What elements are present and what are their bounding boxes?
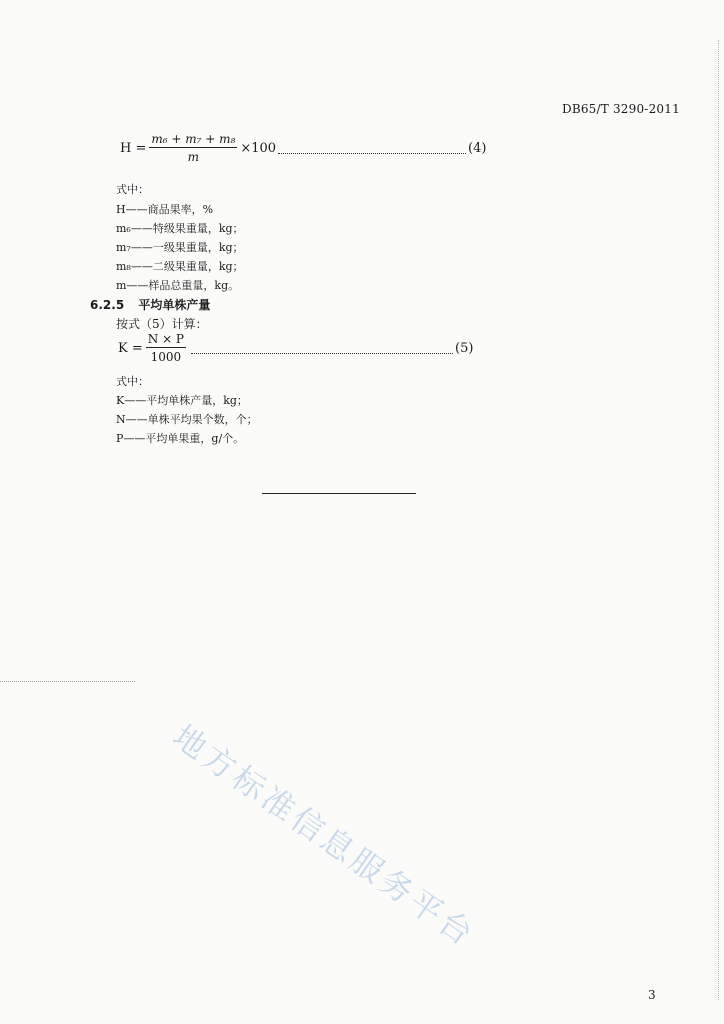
formula-5-fraction (146, 332, 186, 364)
formula-5 (118, 332, 473, 364)
formula-4-fraction (149, 132, 237, 164)
instruction-text: 按式（5）计算： (116, 317, 208, 331)
where-label: 式中： (116, 183, 149, 196)
end-of-document-rule (262, 493, 416, 494)
formula-4-denominator: m (187, 150, 200, 164)
definition-line: P——平均单果重，g/个。 (116, 432, 245, 445)
definition-line: K——平均单株产量，kg； (116, 394, 248, 407)
watermark-text: 地方标准信息服务平台 (165, 717, 483, 955)
definition-line: m——样品总重量，kg。 (116, 279, 240, 292)
definition-line: m₈——二级果重量，kg； (116, 260, 244, 273)
formula-4-leader-dots (278, 153, 466, 154)
formula-4-numerator: m₆ + m₇ + m₈ (151, 132, 236, 146)
definition-line: H——商品果率，% (116, 203, 214, 216)
document-id: DB65/T 3290-2011 (562, 102, 680, 116)
where-label: 式中： (116, 375, 149, 388)
formula-5-number: (5) (455, 340, 474, 356)
formula-4-lhs: H = (120, 140, 147, 156)
section-number: 6.2.5 (90, 298, 125, 312)
formula-4-number: (4) (468, 140, 487, 156)
definition-line: m₆——特级果重量，kg； (116, 222, 244, 235)
formula-5-numerator: N × P (147, 332, 185, 346)
formula-5-denominator: 1000 (150, 350, 182, 364)
formula-5-leader-dots (191, 353, 453, 354)
definition-line: m₇——一级果重量，kg； (116, 241, 244, 254)
formula-5-lhs: K = (118, 340, 143, 356)
scan-artifact-line (0, 681, 135, 682)
formula-4 (120, 132, 486, 164)
section-heading (90, 296, 210, 313)
scan-edge-artifact (718, 40, 720, 1000)
section-title: 平均单株产量 (138, 298, 211, 312)
formula-4-tail: ×100 (240, 140, 277, 156)
page-number: 3 (648, 988, 656, 1002)
definition-line: N——单株平均果个数，个； (116, 413, 258, 426)
